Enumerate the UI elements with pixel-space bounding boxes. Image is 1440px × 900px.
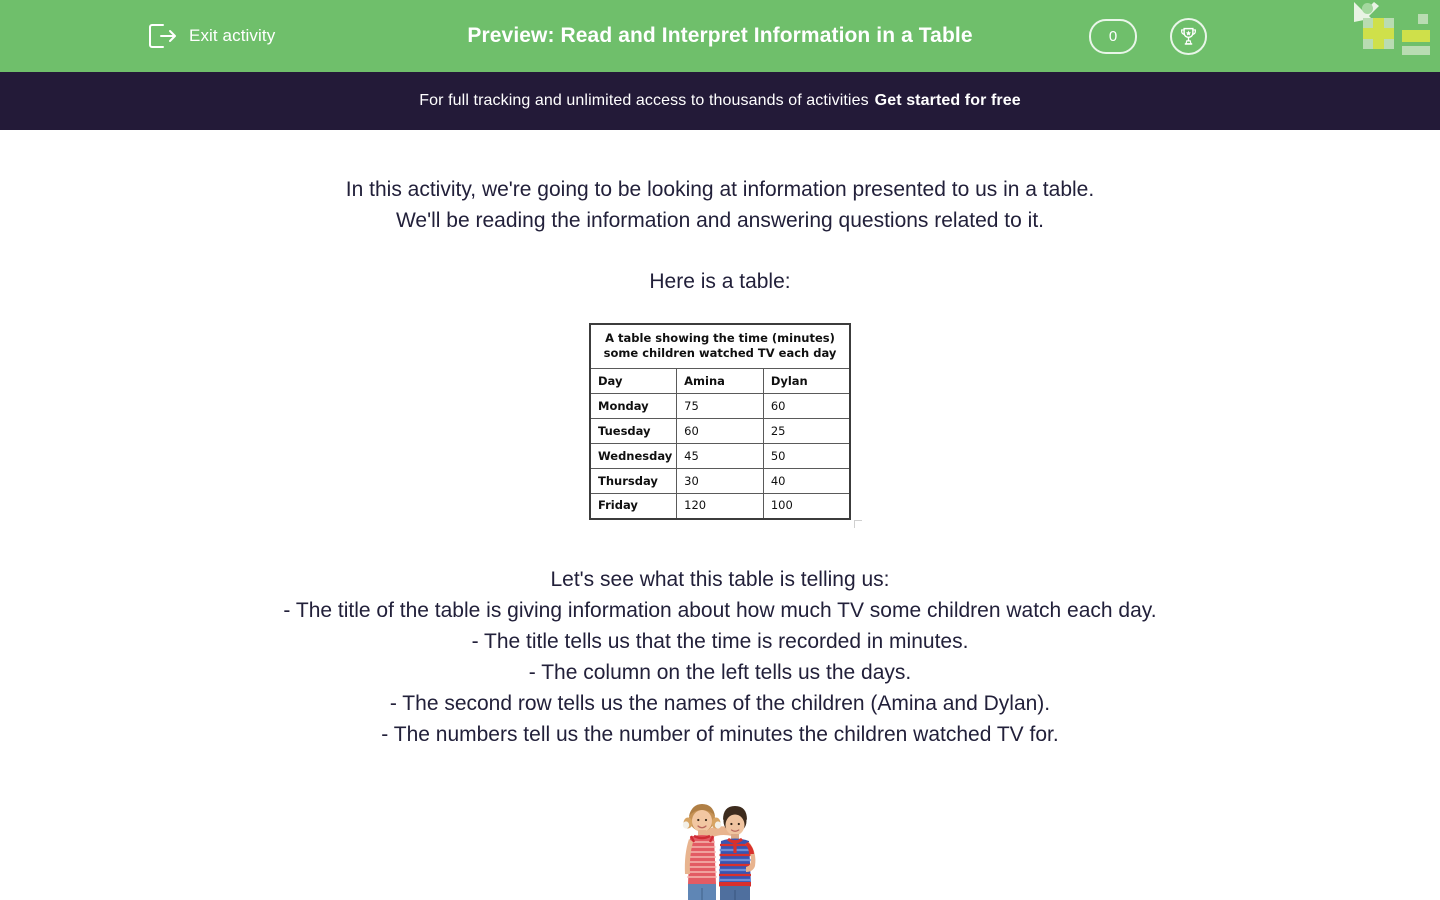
table-title-cell	[590, 324, 850, 369]
explain-bullet-4: - The second row tells us the names of the children (Amina and Dylan).	[389, 691, 1051, 715]
amina-cell: 120	[677, 494, 764, 519]
explain-bullet-3: - The column on the left tells us the days.	[528, 660, 912, 684]
activity-content	[0, 130, 1440, 900]
decorative-shapes	[1350, 0, 1440, 62]
top-bar	[0, 0, 1440, 72]
amina-cell: 45	[677, 444, 764, 469]
explain-bullet-2: - The title tells us that the time is recorded in minutes.	[471, 629, 969, 653]
spacer	[0, 520, 1440, 564]
decor-plus-corner-icon	[1363, 18, 1373, 28]
decor-bar-icon	[1402, 30, 1430, 42]
day-cell: Monday	[590, 394, 677, 419]
explain-bullet-1: - The title of the table is giving information about how much TV some children watch each day.	[283, 598, 1157, 622]
table-row	[590, 469, 850, 494]
table-row	[590, 494, 850, 519]
score-badge[interactable]: 0	[1089, 19, 1137, 54]
dylan-cell: 25	[763, 419, 850, 444]
table-row	[590, 444, 850, 469]
decor-plus-corner-icon	[1363, 39, 1373, 49]
day-cell: Tuesday	[590, 419, 677, 444]
decor-plus-corner-icon	[1384, 18, 1394, 28]
promo-text: For full tracking and unlimited access to thousands of activities	[419, 92, 869, 109]
image-resize-handle	[854, 520, 862, 528]
decor-plus-corner-icon	[1384, 39, 1394, 49]
table-header-row	[590, 369, 850, 394]
dylan-cell: 50	[763, 444, 850, 469]
decor-bar-icon	[1402, 46, 1430, 55]
amina-cell: 60	[677, 419, 764, 444]
table-title-row	[590, 324, 850, 369]
amina-cell: 30	[677, 469, 764, 494]
day-cell: Wednesday	[590, 444, 677, 469]
page-title: Preview: Read and Interpret Information in a Table	[467, 24, 973, 47]
table-row	[590, 394, 850, 419]
intro-line-2: We'll be reading the information and answering questions related to it.	[395, 209, 1044, 232]
here-is-a-table-label: Here is a table:	[649, 270, 791, 293]
decor-circle-icon	[1362, 3, 1373, 14]
tv-minutes-table	[589, 323, 851, 520]
spacer	[0, 236, 1440, 266]
intro-line-1: In this activity, we're going to be looking at information presented to us in a table.	[345, 178, 1095, 201]
exit-activity-label: Exit activity	[189, 26, 276, 45]
two-children-photo	[658, 792, 782, 900]
dylan-cell: 40	[763, 469, 850, 494]
trophy-icon	[1178, 26, 1199, 47]
trophy-button[interactable]	[1170, 18, 1207, 55]
table-title-line-1: A table showing the time (minutes)	[605, 331, 835, 345]
column-header-amina: Amina	[677, 369, 764, 394]
decor-plus-icon	[1363, 28, 1394, 39]
day-cell: Friday	[590, 494, 677, 519]
amina-cell: 75	[677, 394, 764, 419]
column-header-day: Day	[590, 369, 677, 394]
table-image	[570, 323, 870, 520]
promo-banner	[0, 72, 1440, 130]
column-header-dylan: Dylan	[763, 369, 850, 394]
explain-heading: Let's see what this table is telling us:	[550, 567, 890, 591]
day-cell: Thursday	[590, 469, 677, 494]
dylan-cell: 100	[763, 494, 850, 519]
table-row	[590, 419, 850, 444]
get-started-link[interactable]: Get started for free	[874, 92, 1021, 109]
explain-bullet-5: - The numbers tell us the number of minutes the children watched TV for.	[381, 722, 1059, 746]
table-title-line-2: some children watched TV each day	[603, 346, 837, 360]
dylan-cell: 60	[763, 394, 850, 419]
decor-square-icon	[1418, 14, 1428, 24]
